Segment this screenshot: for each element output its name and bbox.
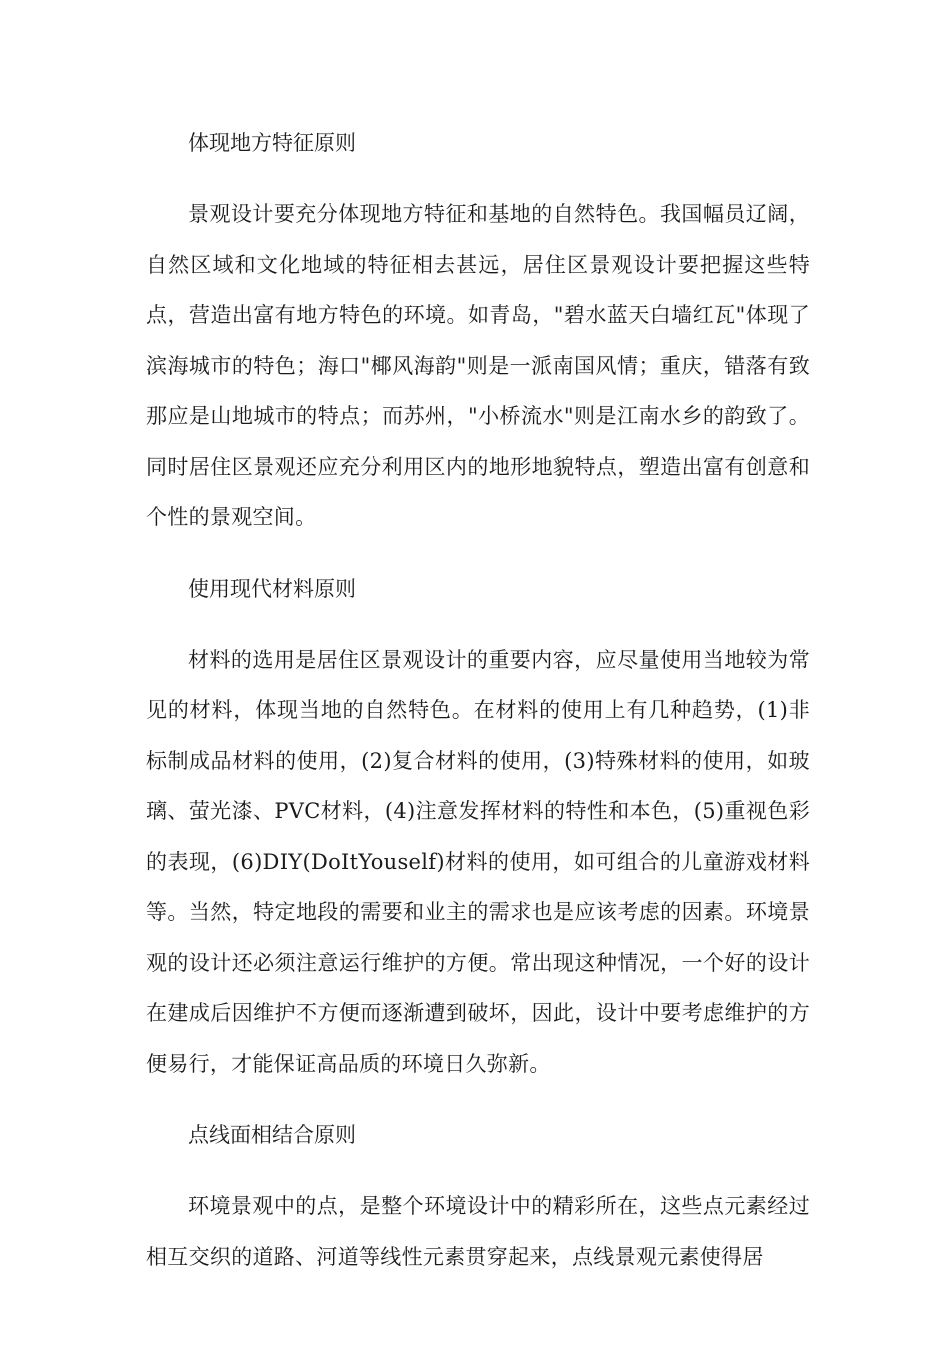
section-heading-modern-materials: 使用现代材料原则 <box>188 576 356 601</box>
document-body <box>146 118 810 1282</box>
section-heading-point-line-plane: 点线面相结合原则 <box>188 1123 356 1147</box>
section-heading-local-features: 体现地方特征原则 <box>188 131 356 155</box>
section-paragraph-modern-materials: 材料的选用是居住区景观设计的重要内容，应尽量使用当地较为常见的材料，体现当地的自然特色。在材料的使用上有几种趋势，(1)非标制成品材料的使用，(2)复合材料的使用，(3)特殊材料的使用，如玻璃、萤光漆、PVC材料，(4)注意发挥材料的特性和本色，(5)重视色彩的表现，(6)DIY(DoItYouself)材料的使用，如可组合的儿童游戏材料等。当然，特定地段的需要和业主的需求也是应该考虑的因素。环境景观的设计还必须注意运行维护的方便。常出现这种情况，一个好的设计在建成后因维护不方便而逐渐遭到破坏，因此，设计中要考虑维护的方便易行，才能保证高品质的环境日久弥新。 <box>146 647 810 1076</box>
section-paragraph-local-features: 景观设计要充分体现地方特征和基地的自然特色。我国幅员辽阔，自然区域和文化地域的特征相去甚远，居住区景观设计要把握这些特点，营造出富有地方特色的环境。如青岛，"碧水蓝天白墙红瓦"体现了滨海城市的特色；海口"椰风海韵"则是一派南国风情；重庆，错落有致那应是山地城市的特点；而苏州，"小桥流水"则是江南水乡的韵致了。同时居住区景观还应充分利用区内的地形地貌特点，塑造出富有创意和个性的景观空间。 <box>146 202 810 529</box>
section-paragraph-point-line-plane: 环境景观中的点，是整个环境设计中的精彩所在，这些点元素经过相互交织的道路、河道等线性元素贯穿起来，点线景观元素使得居 <box>146 1194 810 1269</box>
